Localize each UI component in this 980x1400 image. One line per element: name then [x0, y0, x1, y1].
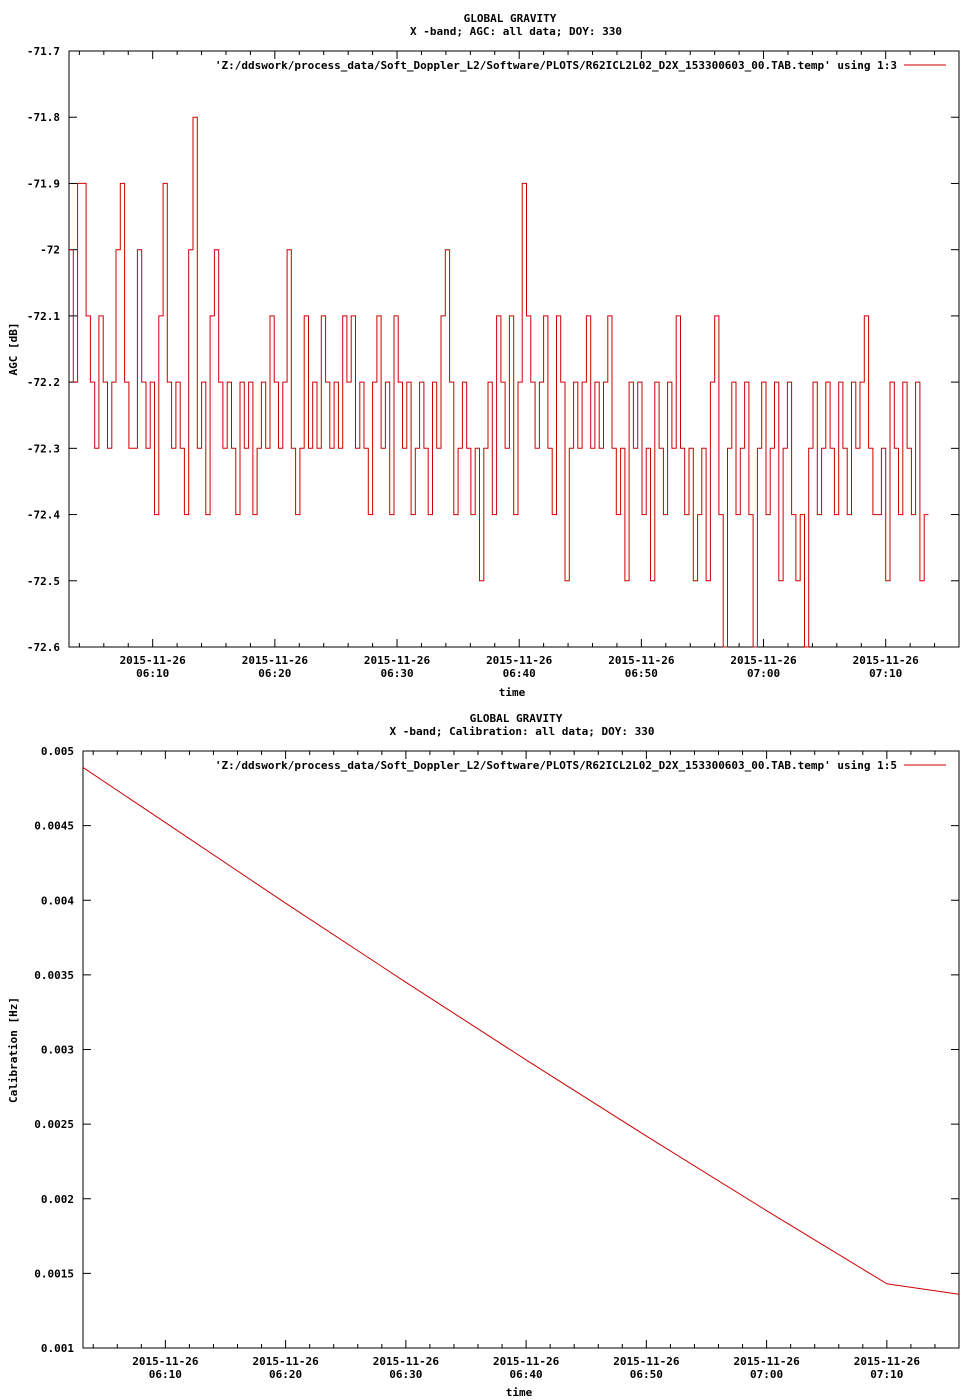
chart-agc-y-tick-label: -72.6	[26, 641, 60, 654]
chart-agc-y-tick-label: -72.2	[26, 376, 60, 390]
chart-agc-series-line	[69, 117, 929, 647]
chart-calibration-x-ticks	[93, 751, 959, 1381]
chart-agc-x-tick-time: 07:10	[869, 667, 903, 680]
chart-calibration-x-tick-time: 06:20	[269, 1368, 303, 1381]
chart-calibration-plot-area	[83, 751, 959, 1348]
chart-calibration	[7, 712, 959, 1399]
chart-calibration-x-tick-time: 07:10	[870, 1368, 904, 1381]
chart-calibration-y-ticks	[34, 745, 959, 1355]
chart-agc-x-tick-time: 06:10	[136, 667, 170, 680]
chart-calibration-x-tick-date: 2015-11-26	[853, 1355, 920, 1368]
chart-calibration-y-axis-label: Calibration [Hz]	[7, 997, 20, 1103]
chart-calibration-x-axis-label: time	[505, 1386, 533, 1399]
chart-agc-legend	[215, 59, 946, 72]
chart-agc-x-tick-date: 2015-11-26	[119, 654, 186, 667]
chart-agc-title: GLOBAL GRAVITY	[463, 12, 557, 25]
chart-agc-y-tick-label: -72.3	[26, 442, 60, 456]
chart-calibration-subtitle: X -band; Calibration: all data; DOY: 330	[389, 725, 655, 738]
chart-agc-x-ticks	[79, 51, 959, 680]
chart-calibration-y-tick-label: 0.005	[40, 745, 74, 758]
chart-agc-x-tick-time: 06:20	[258, 667, 292, 680]
chart-calibration-series-line	[83, 767, 959, 1294]
chart-agc-legend-label: 'Z:/ddswork/process_data/Soft_Doppler_L2/Software/PLOTS/R62ICL2L02_D2X_153300603_00.TAB.temp' using 1:3	[214, 59, 897, 72]
chart-agc-x-tick-time: 06:40	[502, 667, 536, 680]
chart-calibration-y-tick-label: 0.0035	[34, 968, 74, 982]
chart-agc-y-tick-label: -71.9	[26, 177, 60, 191]
chart-calibration-legend-label: 'Z:/ddswork/process_data/Soft_Doppler_L2/Software/PLOTS/R62ICL2L02_D2X_153300603_00.TAB.temp' using 1:5	[214, 759, 897, 772]
chart-agc-x-axis-label: time	[498, 686, 526, 699]
chart-calibration-x-tick-date: 2015-11-26	[613, 1355, 680, 1368]
chart-agc-y-tick-label: -72	[40, 243, 60, 257]
chart-calibration-y-tick-label: 0.002	[40, 1192, 74, 1206]
chart-calibration-x-tick-time: 06:30	[389, 1368, 423, 1381]
chart-agc-y-ticks	[27, 45, 959, 654]
chart-agc-x-tick-date: 2015-11-26	[730, 654, 797, 667]
chart-calibration-x-tick-date: 2015-11-26	[252, 1355, 319, 1368]
chart-agc-x-tick-time: 06:50	[624, 667, 658, 680]
chart-calibration-x-tick-time: 06:50	[629, 1368, 663, 1381]
chart-calibration-y-tick-label: 0.003	[40, 1043, 74, 1057]
chart-calibration-x-tick-time: 06:10	[148, 1368, 182, 1381]
chart-agc-y-tick-label: -72.4	[26, 508, 60, 522]
chart-calibration-y-tick-label: 0.001	[40, 1342, 74, 1355]
chart-agc-x-tick-date: 2015-11-26	[241, 654, 308, 667]
chart-agc-x-tick-time: 06:30	[380, 667, 414, 680]
chart-calibration-x-tick-date: 2015-11-26	[733, 1355, 800, 1368]
chart-calibration-legend	[215, 759, 946, 772]
chart-calibration-y-tick-label: 0.0015	[34, 1267, 74, 1281]
chart-agc-y-tick-label: -71.7	[26, 45, 60, 58]
chart-agc-subtitle: X -band; AGC: all data; DOY: 330	[410, 25, 622, 38]
chart-agc-y-tick-label: -71.8	[26, 111, 60, 125]
chart-calibration-x-tick-time: 07:00	[750, 1368, 784, 1381]
chart-agc-y-tick-label: -72.1	[26, 309, 60, 323]
chart-calibration-x-tick-time: 06:40	[509, 1368, 543, 1381]
chart-agc-x-tick-date: 2015-11-26	[852, 654, 919, 667]
chart-calibration-y-tick-label: 0.0045	[34, 819, 74, 833]
chart-agc-x-tick-date: 2015-11-26	[608, 654, 675, 667]
chart-calibration-x-tick-date: 2015-11-26	[492, 1355, 560, 1368]
chart-agc-x-tick-date: 2015-11-26	[486, 654, 553, 667]
chart-agc-y-axis-label: AGC [dB]	[7, 322, 20, 376]
chart-agc-y-tick-label: -72.5	[26, 574, 60, 588]
chart-agc-x-tick-time: 07:00	[746, 667, 781, 680]
chart-calibration-title: GLOBAL GRAVITY	[469, 712, 563, 725]
chart-agc	[7, 12, 959, 699]
chart-agc-x-tick-date: 2015-11-26	[363, 654, 431, 667]
chart-calibration-x-tick-date: 2015-11-26	[372, 1355, 439, 1368]
chart-calibration-y-tick-label: 0.004	[40, 894, 74, 908]
chart-calibration-x-tick-date: 2015-11-26	[132, 1355, 199, 1368]
chart-calibration-y-tick-label: 0.0025	[34, 1118, 74, 1132]
